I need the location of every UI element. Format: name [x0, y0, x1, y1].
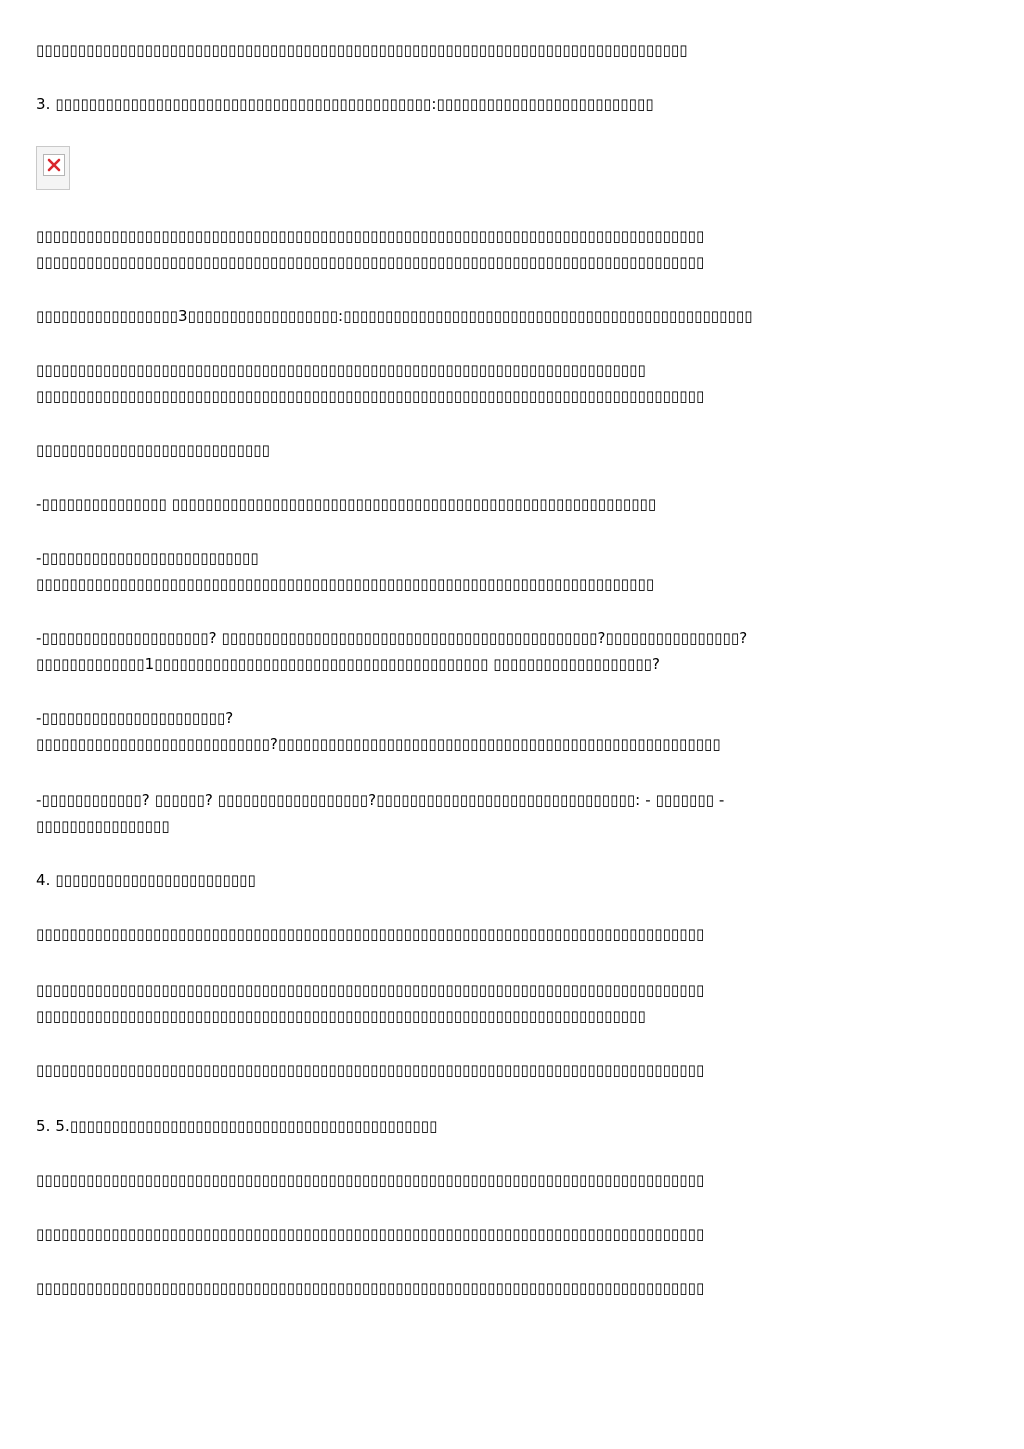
paragraph-line: ▯▯▯▯▯▯▯▯▯▯▯▯▯▯▯▯▯▯▯▯▯▯▯▯▯▯▯▯▯▯▯▯▯▯▯▯▯▯▯▯▯▯▯▯▯▯▯▯▯▯▯▯▯▯▯▯▯▯▯▯▯▯▯▯▯▯▯▯▯▯▯▯▯▯▯▯▯▯▯▯ — [36, 253, 705, 271]
list-item: -▯▯▯▯▯▯▯▯▯▯▯▯▯▯▯▯▯▯▯▯? ▯▯▯▯▯▯▯▯▯▯▯▯▯▯▯▯▯▯▯▯▯▯▯▯▯▯▯▯▯▯▯▯▯▯▯▯▯▯▯▯▯▯▯▯▯?▯▯▯▯▯▯▯▯▯▯▯▯▯▯▯▯? — [36, 629, 748, 647]
section-heading-5: 5. 5.▯▯▯▯▯▯▯▯▯▯▯▯▯▯▯▯▯▯▯▯▯▯▯▯▯▯▯▯▯▯▯▯▯▯▯▯▯▯▯▯▯▯▯▯ — [36, 1117, 438, 1135]
paragraph-line: ▯▯▯▯▯▯▯▯▯▯▯▯▯▯▯▯▯▯▯▯▯▯▯▯▯▯▯▯▯▯▯▯▯▯▯▯▯▯▯▯▯▯▯▯▯▯▯▯▯▯▯▯▯▯▯▯▯▯▯▯▯▯▯▯▯▯▯▯▯▯▯▯▯▯▯▯▯▯▯▯ — [36, 387, 705, 405]
list-item: -▯▯▯▯▯▯▯▯▯▯▯▯? ▯▯▯▯▯▯? ▯▯▯▯▯▯▯▯▯▯▯▯▯▯▯▯▯▯?▯▯▯▯▯▯▯▯▯▯▯▯▯▯▯▯▯▯▯▯▯▯▯▯▯▯▯▯▯▯▯: - ▯▯▯▯▯▯▯ - — [36, 791, 725, 809]
paragraph-line: ▯▯▯▯▯▯▯▯▯▯▯▯▯▯▯▯▯3▯▯▯▯▯▯▯▯▯▯▯▯▯▯▯▯▯▯:▯▯▯▯▯▯▯▯▯▯▯▯▯▯▯▯▯▯▯▯▯▯▯▯▯▯▯▯▯▯▯▯▯▯▯▯▯▯▯▯▯▯▯▯▯▯▯▯▯ — [36, 307, 753, 325]
paragraph-line: ▯▯▯▯▯▯▯▯▯▯▯▯▯▯▯▯▯▯▯▯▯▯▯▯▯▯▯▯?▯▯▯▯▯▯▯▯▯▯▯▯▯▯▯▯▯▯▯▯▯▯▯▯▯▯▯▯▯▯▯▯▯▯▯▯▯▯▯▯▯▯▯▯▯▯▯▯▯▯▯▯▯ — [36, 735, 721, 753]
paragraph-line: ▯▯▯▯▯▯▯▯▯▯▯▯▯▯▯▯▯▯▯▯▯▯▯▯▯▯▯▯▯▯▯▯▯▯▯▯▯▯▯▯▯▯▯▯▯▯▯▯▯▯▯▯▯▯▯▯▯▯▯▯▯▯▯▯▯▯▯▯▯▯▯▯▯▯▯▯▯▯▯▯ — [36, 1225, 705, 1243]
paragraph-line: ▯▯▯▯▯▯▯▯▯▯▯▯▯▯▯▯▯▯▯▯▯▯▯▯▯▯▯▯▯▯▯▯▯▯▯▯▯▯▯▯▯▯▯▯▯▯▯▯▯▯▯▯▯▯▯▯▯▯▯▯▯▯▯▯▯▯▯▯▯▯▯▯▯▯▯▯▯▯▯▯ — [36, 227, 705, 245]
paragraph-line: ▯▯▯▯▯▯▯▯▯▯▯▯▯▯▯▯▯▯▯▯▯▯▯▯▯▯▯▯▯▯▯▯▯▯▯▯▯▯▯▯▯▯▯▯▯▯▯▯▯▯▯▯▯▯▯▯▯▯▯▯▯▯▯▯▯▯▯▯▯▯▯▯▯▯▯▯▯▯▯▯ — [36, 1279, 705, 1297]
paragraph-line: ▯▯▯▯▯▯▯▯▯▯▯▯▯▯▯▯▯▯▯▯▯▯▯▯▯▯▯▯▯▯▯▯▯▯▯▯▯▯▯▯▯▯▯▯▯▯▯▯▯▯▯▯▯▯▯▯▯▯▯▯▯▯▯▯▯▯▯▯▯▯▯▯▯▯▯▯▯▯▯▯ — [36, 981, 705, 999]
list-item: -▯▯▯▯▯▯▯▯▯▯▯▯▯▯▯ ▯▯▯▯▯▯▯▯▯▯▯▯▯▯▯▯▯▯▯▯▯▯▯▯▯▯▯▯▯▯▯▯▯▯▯▯▯▯▯▯▯▯▯▯▯▯▯▯▯▯▯▯▯▯▯▯▯▯ — [36, 495, 657, 513]
paragraph-line: ▯▯▯▯▯▯▯▯▯▯▯▯▯▯▯▯▯▯▯▯▯▯▯▯▯▯▯▯▯▯▯▯▯▯▯▯▯▯▯▯▯▯▯▯▯▯▯▯▯▯▯▯▯▯▯▯▯▯▯▯▯▯▯▯▯▯▯▯▯▯▯▯▯ — [36, 361, 646, 379]
paragraph-line: ▯▯▯▯▯▯▯▯▯▯▯▯▯▯▯▯▯▯▯▯▯▯▯▯▯▯▯▯▯▯▯▯▯▯▯▯▯▯▯▯▯▯▯▯▯▯▯▯▯▯▯▯▯▯▯▯▯▯▯▯▯▯▯▯▯▯▯▯▯▯▯▯▯▯ — [36, 575, 655, 593]
paragraph-line: ▯▯▯▯▯▯▯▯▯▯▯▯▯▯▯▯▯▯▯▯▯▯▯▯▯▯▯▯▯▯▯▯▯▯▯▯▯▯▯▯▯▯▯▯▯▯▯▯▯▯▯▯▯▯▯▯▯▯▯▯▯▯▯▯▯▯▯▯▯▯▯▯▯ — [36, 1007, 646, 1025]
paragraph-line: ▯▯▯▯▯▯▯▯▯▯▯▯▯1▯▯▯▯▯▯▯▯▯▯▯▯▯▯▯▯▯▯▯▯▯▯▯▯▯▯▯▯▯▯▯▯▯▯▯▯▯▯▯▯ ▯▯▯▯▯▯▯▯▯▯▯▯▯▯▯▯▯▯▯? — [36, 655, 661, 673]
paragraph-line: ▯▯▯▯▯▯▯▯▯▯▯▯▯▯▯▯ — [36, 817, 170, 835]
paragraph-line: ▯▯▯▯▯▯▯▯▯▯▯▯▯▯▯▯▯▯▯▯▯▯▯▯▯▯▯▯▯▯▯▯▯▯▯▯▯▯▯▯▯▯▯▯▯▯▯▯▯▯▯▯▯▯▯▯▯▯▯▯▯▯▯▯▯▯▯▯▯▯▯▯▯▯▯▯▯▯▯▯ — [36, 1061, 705, 1079]
broken-image-icon — [36, 146, 70, 190]
section-heading-3: 3. ▯▯▯▯▯▯▯▯▯▯▯▯▯▯▯▯▯▯▯▯▯▯▯▯▯▯▯▯▯▯▯▯▯▯▯▯▯▯▯▯▯▯▯▯▯:▯▯▯▯▯▯▯▯▯▯▯▯▯▯▯▯▯▯▯▯▯▯▯▯▯▯ — [36, 95, 654, 113]
paragraph-line: ▯▯▯▯▯▯▯▯▯▯▯▯▯▯▯▯▯▯▯▯▯▯▯▯▯▯▯▯▯▯▯▯▯▯▯▯▯▯▯▯▯▯▯▯▯▯▯▯▯▯▯▯▯▯▯▯▯▯▯▯▯▯▯▯▯▯▯▯▯▯▯▯▯▯▯▯▯▯▯▯ — [36, 1171, 705, 1189]
paragraph-line: ▯▯▯▯▯▯▯▯▯▯▯▯▯▯▯▯▯▯▯▯▯▯▯▯▯▯▯▯▯▯▯▯▯▯▯▯▯▯▯▯▯▯▯▯▯▯▯▯▯▯▯▯▯▯▯▯▯▯▯▯▯▯▯▯▯▯▯▯▯▯▯▯▯▯▯▯▯▯ — [36, 41, 688, 59]
paragraph-line: ▯▯▯▯▯▯▯▯▯▯▯▯▯▯▯▯▯▯▯▯▯▯▯▯▯▯▯▯▯▯▯▯▯▯▯▯▯▯▯▯▯▯▯▯▯▯▯▯▯▯▯▯▯▯▯▯▯▯▯▯▯▯▯▯▯▯▯▯▯▯▯▯▯▯▯▯▯▯▯▯ — [36, 925, 705, 943]
list-item: -▯▯▯▯▯▯▯▯▯▯▯▯▯▯▯▯▯▯▯▯▯▯▯▯▯▯ — [36, 549, 259, 567]
list-item: -▯▯▯▯▯▯▯▯▯▯▯▯▯▯▯▯▯▯▯▯▯▯? — [36, 709, 234, 727]
section-heading-4: 4. ▯▯▯▯▯▯▯▯▯▯▯▯▯▯▯▯▯▯▯▯▯▯▯▯ — [36, 871, 256, 889]
paragraph-line: ▯▯▯▯▯▯▯▯▯▯▯▯▯▯▯▯▯▯▯▯▯▯▯▯▯▯▯▯ — [36, 441, 270, 459]
